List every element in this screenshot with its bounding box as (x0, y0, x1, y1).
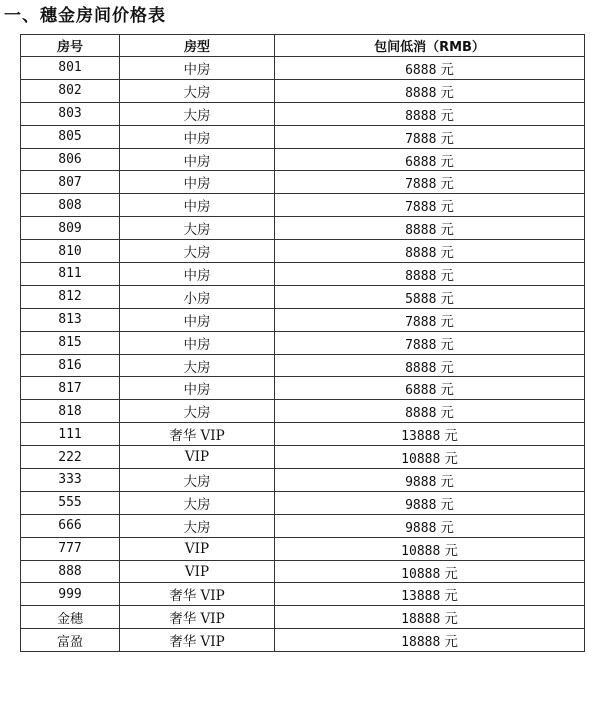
table-row (21, 354, 585, 377)
table-row (21, 469, 585, 492)
cell-room-no: 812 (21, 285, 120, 308)
cell-min-spend (275, 240, 585, 263)
cell-room-type: 中房 (120, 125, 275, 148)
table-row (21, 629, 585, 652)
cell-min-spend (275, 217, 585, 240)
price-amount: 8888 (405, 246, 437, 262)
price-unit: 元 (440, 245, 454, 262)
table-row (21, 194, 585, 217)
table-row (21, 285, 585, 308)
cell-min-spend (275, 194, 585, 217)
price-amount: 8888 (405, 108, 437, 124)
cell-room-no: 816 (21, 354, 120, 377)
price-amount: 10888 (401, 543, 441, 559)
cell-room-no: 666 (21, 514, 120, 537)
cell-room-no: 815 (21, 331, 120, 354)
cell-min-spend (275, 469, 585, 492)
price-amount: 13888 (401, 589, 441, 605)
cell-room-type: 奢华 VIP (120, 629, 275, 652)
table-row (21, 57, 585, 80)
price-amount: 6888 (405, 62, 437, 78)
price-unit: 元 (440, 176, 454, 193)
price-amount: 10888 (401, 452, 441, 468)
cell-room-type: 中房 (120, 194, 275, 217)
price-amount: 10888 (401, 566, 441, 582)
cell-min-spend (275, 308, 585, 331)
cell-room-no: 805 (21, 125, 120, 148)
cell-room-type: 大房 (120, 217, 275, 240)
price-amount: 18888 (401, 635, 441, 651)
cell-room-no: 888 (21, 560, 120, 583)
table-body (21, 57, 585, 652)
page-title: 一、穗金房间价格表 (4, 6, 166, 26)
cell-room-type: 大房 (120, 400, 275, 423)
price-unit: 元 (444, 428, 458, 445)
table-row (21, 560, 585, 583)
price-unit: 元 (444, 588, 458, 605)
price-unit: 元 (444, 634, 458, 651)
cell-min-spend (275, 606, 585, 629)
cell-room-no: 金穗 (21, 606, 120, 629)
header-room-type: 房型 (120, 35, 275, 57)
price-amount: 9888 (405, 520, 437, 536)
price-amount: 7888 (405, 314, 437, 330)
table-row (21, 377, 585, 400)
room-price-table (20, 34, 585, 652)
price-unit: 元 (440, 382, 454, 399)
table-row (21, 125, 585, 148)
price-amount: 6888 (405, 154, 437, 170)
cell-min-spend (275, 377, 585, 400)
cell-room-type: VIP (120, 537, 275, 560)
table-row (21, 308, 585, 331)
cell-room-no: 111 (21, 423, 120, 446)
price-unit: 元 (444, 611, 458, 628)
cell-room-no: 802 (21, 79, 120, 102)
cell-room-no: 809 (21, 217, 120, 240)
price-amount: 7888 (405, 337, 437, 353)
cell-room-no: 803 (21, 102, 120, 125)
cell-min-spend (275, 331, 585, 354)
cell-min-spend (275, 491, 585, 514)
cell-room-type: 中房 (120, 171, 275, 194)
price-unit: 元 (444, 565, 458, 582)
table-row (21, 148, 585, 171)
price-unit: 元 (440, 313, 454, 330)
price-amount: 8888 (405, 360, 437, 376)
price-amount: 7888 (405, 200, 437, 216)
cell-min-spend (275, 79, 585, 102)
cell-room-no: 222 (21, 446, 120, 469)
cell-room-type: 中房 (120, 331, 275, 354)
cell-room-no: 999 (21, 583, 120, 606)
price-unit: 元 (440, 473, 454, 490)
price-unit: 元 (440, 61, 454, 78)
price-amount: 7888 (405, 131, 437, 147)
cell-room-type: 中房 (120, 308, 275, 331)
cell-room-type: 中房 (120, 263, 275, 286)
cell-room-type: 大房 (120, 514, 275, 537)
table-row (21, 79, 585, 102)
price-amount: 8888 (405, 406, 437, 422)
cell-room-type: 奢华 VIP (120, 583, 275, 606)
price-amount: 9888 (405, 474, 437, 490)
price-amount: 7888 (405, 177, 437, 193)
table-row (21, 491, 585, 514)
table-row (21, 606, 585, 629)
cell-min-spend (275, 446, 585, 469)
price-unit: 元 (440, 519, 454, 536)
cell-min-spend (275, 400, 585, 423)
price-amount: 5888 (405, 291, 437, 307)
cell-room-no: 806 (21, 148, 120, 171)
cell-min-spend (275, 583, 585, 606)
price-unit: 元 (440, 222, 454, 239)
cell-room-type: 奢华 VIP (120, 606, 275, 629)
table-row (21, 102, 585, 125)
price-unit: 元 (440, 336, 454, 353)
price-amount: 18888 (401, 612, 441, 628)
table-row (21, 331, 585, 354)
cell-room-type: 大房 (120, 102, 275, 125)
price-unit: 元 (440, 496, 454, 513)
cell-room-no: 801 (21, 57, 120, 80)
cell-room-type: VIP (120, 560, 275, 583)
price-unit: 元 (440, 405, 454, 422)
cell-room-no: 811 (21, 263, 120, 286)
price-unit: 元 (444, 451, 458, 468)
price-amount: 8888 (405, 85, 437, 101)
header-room-no: 房号 (21, 35, 120, 57)
price-amount: 8888 (405, 223, 437, 239)
table-row (21, 514, 585, 537)
price-unit: 元 (440, 290, 454, 307)
cell-room-no: 813 (21, 308, 120, 331)
cell-min-spend (275, 171, 585, 194)
price-unit: 元 (440, 130, 454, 147)
cell-room-no: 333 (21, 469, 120, 492)
cell-room-type: 中房 (120, 377, 275, 400)
cell-room-no: 777 (21, 537, 120, 560)
price-amount: 13888 (401, 429, 441, 445)
table-row (21, 446, 585, 469)
cell-min-spend (275, 537, 585, 560)
header-min-spend: 包间低消（RMB） (275, 35, 585, 57)
cell-room-type: 大房 (120, 240, 275, 263)
cell-room-type: 中房 (120, 148, 275, 171)
cell-min-spend (275, 102, 585, 125)
price-unit: 元 (440, 359, 454, 376)
price-amount: 8888 (405, 268, 437, 284)
cell-room-type: 大房 (120, 469, 275, 492)
cell-min-spend (275, 423, 585, 446)
cell-room-type: 大房 (120, 491, 275, 514)
price-unit: 元 (440, 84, 454, 101)
cell-room-no: 817 (21, 377, 120, 400)
cell-room-no: 808 (21, 194, 120, 217)
cell-room-type: VIP (120, 446, 275, 469)
cell-room-no: 富盈 (21, 629, 120, 652)
cell-room-type: 大房 (120, 79, 275, 102)
cell-room-type: 奢华 VIP (120, 423, 275, 446)
cell-min-spend (275, 629, 585, 652)
price-unit: 元 (444, 542, 458, 559)
price-unit: 元 (440, 107, 454, 124)
price-unit: 元 (440, 267, 454, 284)
cell-room-type: 大房 (120, 354, 275, 377)
cell-min-spend (275, 263, 585, 286)
cell-min-spend (275, 514, 585, 537)
cell-room-type: 中房 (120, 57, 275, 80)
cell-room-type: 小房 (120, 285, 275, 308)
cell-min-spend (275, 285, 585, 308)
cell-min-spend (275, 354, 585, 377)
price-amount: 9888 (405, 497, 437, 513)
cell-min-spend (275, 148, 585, 171)
table-row (21, 263, 585, 286)
cell-min-spend (275, 57, 585, 80)
cell-room-no: 810 (21, 240, 120, 263)
cell-room-no: 818 (21, 400, 120, 423)
table-row (21, 400, 585, 423)
cell-min-spend (275, 125, 585, 148)
table-header-row (21, 35, 585, 57)
table-row (21, 423, 585, 446)
cell-room-no: 555 (21, 491, 120, 514)
cell-min-spend (275, 560, 585, 583)
table-row (21, 240, 585, 263)
table-row (21, 537, 585, 560)
table-row (21, 583, 585, 606)
price-unit: 元 (440, 153, 454, 170)
price-unit: 元 (440, 199, 454, 216)
table-row (21, 171, 585, 194)
table-row (21, 217, 585, 240)
cell-room-no: 807 (21, 171, 120, 194)
price-amount: 6888 (405, 383, 437, 399)
